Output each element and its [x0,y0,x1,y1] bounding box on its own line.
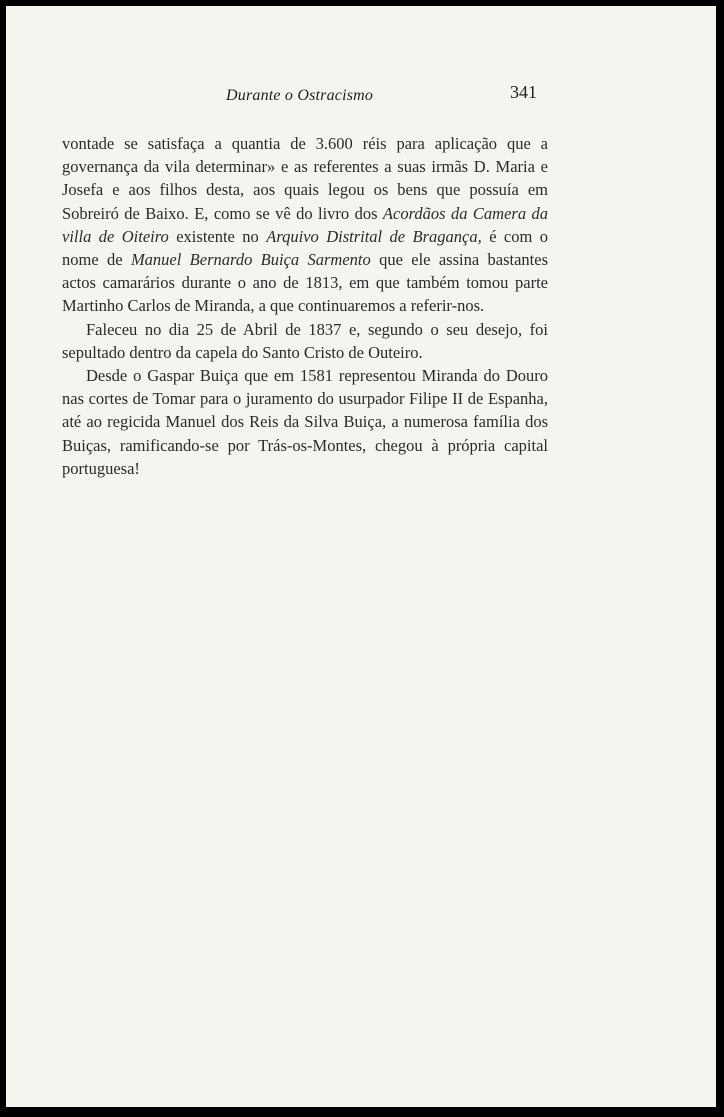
page-body [62,132,548,480]
person-name: Manuel Bernardo Buiça Sarmento [130,250,371,270]
paragraph-1 [62,132,548,318]
book-page [6,6,716,1107]
running-head: Durante o Ostracismo [226,87,374,104]
paragraph-1-text-b: existente no [168,226,267,246]
page-number: 341 [510,82,537,102]
archive-name: Arquivo Distrital de Bragança, [266,226,482,246]
paragraph-2: Faleceu no dia 25 de Abril de 1837 e, segundo o seu desejo, foi sepultado dentro da capela do Santo Cristo de Outeiro. [62,319,548,362]
book-title-acordaos: Acordãos da Camera da villa de Oiteiro [62,203,548,246]
paragraph-3: Desde o Gaspar Buiça que em 1581 representou Miranda do Douro nas cortes de Tomar para o juramento do usurpador Filipe II de Espanha, até ao regicida Manuel dos Reis da Silva Buiça, a numerosa família dos Buiças, ramificando-se por Trás-os-Montes, chegou à própria capital portuguesa! [62,366,548,478]
paragraph-1-text-c: é com o nome de [62,226,549,270]
paragraph-1-text-d: que ele assina bastantes actos camarários durante o ano de 1813, em que também tomou parte Martinho Carlos de Miranda, a que continuaremos a referir-nos. [62,250,548,316]
scan-border [716,0,724,1117]
paragraph-1-text-a: vontade se satisfaça a quantia de 3.600 réis para aplicação que a governança da vila determinar» e as referentes a suas irmãs D. Maria e Josefa e aos filhos desta, aos quais legou os bens que possuía em Sobreiró de Baixo. E, como se vê do livro dos [62,134,548,223]
page-header [6,82,716,108]
